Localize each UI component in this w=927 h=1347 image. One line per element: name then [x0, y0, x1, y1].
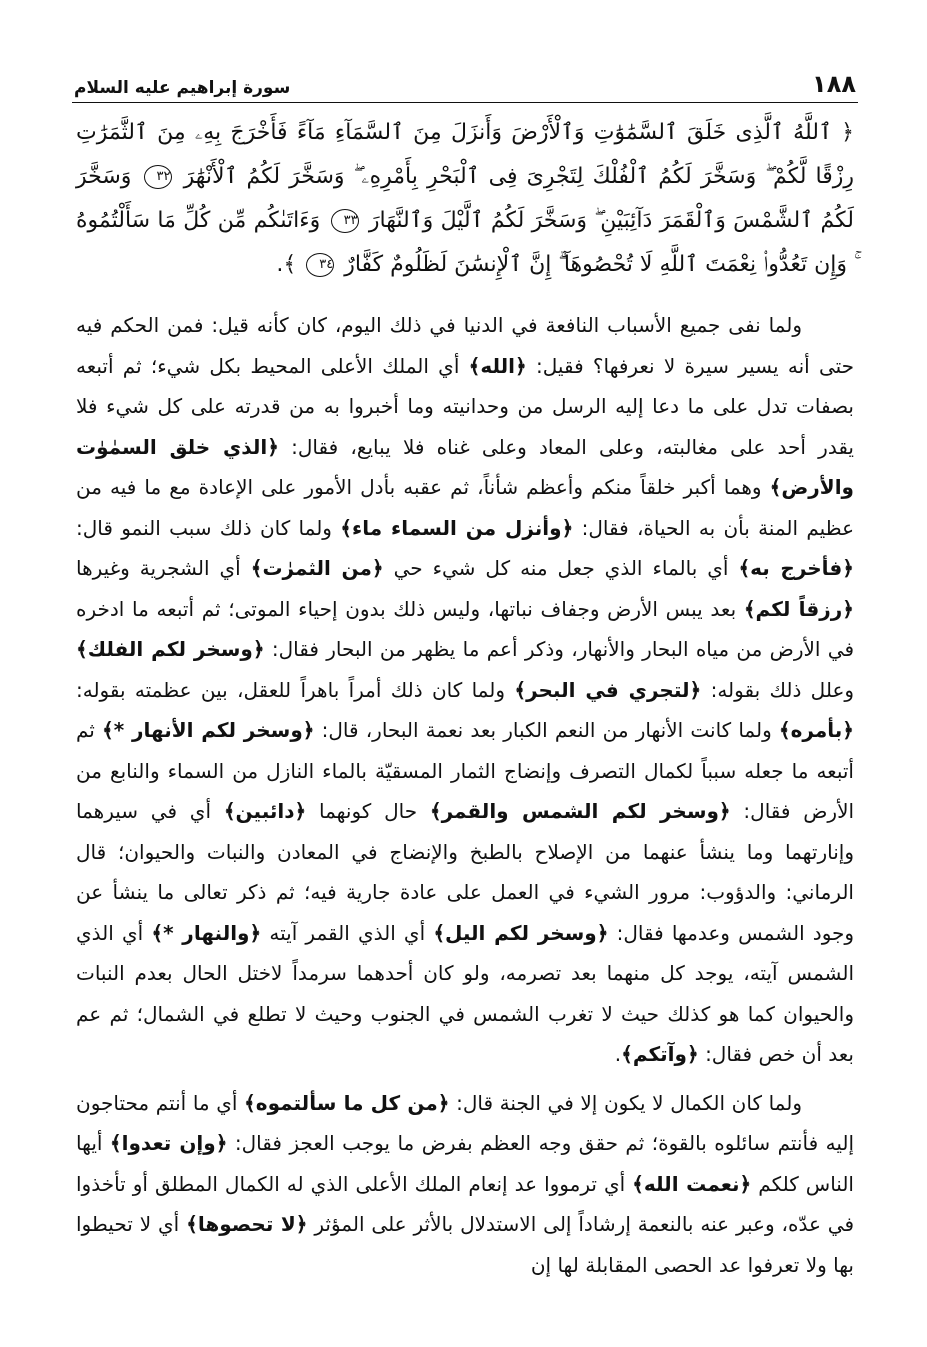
page-header	[72, 62, 858, 103]
ayah-number-33: ٣٣	[331, 209, 359, 233]
quoted-verse: ﴿الله﴾	[468, 353, 527, 378]
commentary-text: أي الذي القمر آيته	[269, 920, 426, 945]
commentary-text: ثم أتبعه ما جعله سبباً لكمال التصرف وإنضاج الثمار المسقيّة بالماء النازل من السماء والنابع من الأرض فقال:	[76, 718, 855, 823]
commentary-text: وهما أكبر خلقاً منكم وأعظم شأناً، ثم عقبه بأدل الأمور على الإعادة مع ما فيه من عظيم المنة بأن به الحياة، فقال:	[76, 475, 855, 540]
quoted-verse: ﴿من الثمرٰت﴾	[250, 556, 384, 580]
commentary-text: أي الذي الشمس آيته، يوجد كل منهما بعد تصرمه، ولو كان أحدهما سرمداً لاختل الحال بعدم النبات والحيوان كما هو كذلك حيث لا تغرب الشمس في الجنوب وحيث لا تطلع في الشمال؛ ثم عم بعد أن خص فقال:	[76, 920, 854, 1066]
surah-title: سورة إبراهيم عليه السلام	[74, 78, 291, 98]
quran-verses-block	[72, 111, 858, 287]
quoted-verse: ﴿بأمره﴾	[778, 718, 854, 742]
commentary-text: أي ترمووا عد إنعام الملك الأعلى الذي له الكمال المطلق أو تأخذوا في عدّه، وعبر عنه بالنعمة إرشاداً إلى الاستدلال بالأثر على المؤثر	[76, 1171, 854, 1236]
quoted-verse: ﴿لتجري في البحر﴾	[514, 677, 702, 702]
quoted-verse: ﴿وسخر لكم الأنهار *﴾	[102, 718, 315, 742]
commentary-text: أي بالماء الذي جعل منه كل شيء حي	[393, 556, 729, 580]
ayah-number-34: ٣٤	[306, 253, 334, 277]
commentary-text: .	[614, 1042, 622, 1066]
commentary-text: أي الشجرية وغيرها	[76, 556, 241, 580]
verse-closing: ﴾.	[276, 252, 297, 277]
book-page	[72, 62, 858, 1332]
quoted-verse: ﴿وإن تعدوا﴾	[109, 1131, 228, 1155]
commentary-text: أي ما أنتم محتاجون إليه فأنتم سائلوه بالقوة؛ ثم حقق وجه العظم بفرض ما يوجب العجز فقال:	[76, 1090, 855, 1155]
quoted-verse: ﴿والنهار *﴾	[151, 920, 262, 945]
quoted-verse: ﴿نعمت الله﴾	[632, 1171, 752, 1196]
commentary-text: بعد يبس الأرض وجفاف نباتها، وليس ذلك بدون إحياء الموتى؛ ثم أتبعه ما ادخره في الأرض من مياه البحار والأنهار، وذكر أعم ما يظهر من البحار فقال:	[76, 596, 854, 661]
quoted-verse: ﴿دائبين﴾	[223, 799, 307, 823]
commentary-paragraph-2	[72, 1083, 858, 1286]
quoted-verse: ﴿وسخر لكم الشمس والقمر﴾	[429, 799, 731, 823]
commentary-text: وعلل ذلك بقوله:	[710, 677, 855, 702]
commentary-text: أيها الناس كلكم	[76, 1131, 854, 1196]
commentary-text: أي الملك الأعلى المحيط بكل شيء؛ ثم أتبعه بصفات تدل على ما دعا إليه الرسل من وحدانيته وما أخبروا به من قدرته على كل شيء فلا يقدر أحد على مغالبته، وعلى المعاد وعلى غناه فلا يبايع، فقال:	[76, 353, 855, 459]
quoted-verse: ﴿الذي خلق السمٰوٰت والأرض﴾	[76, 434, 854, 499]
verse-text-33: وَسَخَّرَ لَكُمُ ٱلشَّمْسَ وَٱلْقَمَرَ دَآئِبَيْنِ ۖ وَسَخَّرَ لَكُمُ ٱلَّيْلَ وَٱلنَّهَارَ	[76, 164, 854, 233]
quoted-verse: ﴿وسخر لكم الفلك﴾	[76, 637, 265, 661]
commentary-text: ولما كان الكمال لا يكون إلا في الجنة قال:	[456, 1090, 802, 1115]
commentary-text: ولما كانت الأنهار من النعم الكبار بعد نعمة البحار، قال:	[321, 718, 772, 742]
commentary-text: أي في سيرهما وإنارتهما وما ينشأ عنهما من الإصلاح بالطبخ والإنضاج في المعادن والنبات والحيوان؛ قال الرماني: والدؤوب: مرور الشيء في العمل على عادة جارية فيه؛ ثم ذكر تعالى ما ينشأ عن وجود الشمس وعدمها فقال:	[76, 799, 855, 945]
quoted-verse: ﴿من كل ما سألتموه﴾	[244, 1090, 450, 1115]
quoted-verse: ﴿وأنزل من السماء ماء﴾	[340, 515, 574, 540]
quoted-verse: ﴿رزقاً لكم﴾	[743, 596, 855, 621]
commentary-text: أي لا تحيطوا بها ولا تعرفوا عد الحصى المقابلة لها إن	[76, 1212, 854, 1277]
commentary-text: حال كونهما	[319, 799, 418, 823]
quoted-verse: ﴿فأخرج به﴾	[738, 556, 854, 580]
commentary-text: ولما كان ذلك سبب النمو قال:	[76, 515, 332, 540]
commentary-text: ولما نفى جميع الأسباب النافعة في الدنيا في ذلك اليوم، كان كأنه قيل: فمن الحكم فيه حتى أنه يسير سيرة لا نعرفها؟ فقيل:	[76, 313, 855, 378]
quoted-verse: ﴿وآتكم﴾	[621, 1042, 699, 1066]
ayah-number-32: ٣٢	[144, 165, 172, 189]
commentary-text: ولما كان ذلك أمراً باهراً للعقل، بين عظمته بقوله:	[76, 677, 506, 702]
verse-text-32: ﴿ ٱللَّهُ ٱلَّذِى خَلَقَ ٱلسَّمَٰوَٰتِ وَٱلْأَرْضَ وَأَنزَلَ مِنَ ٱلسَّمَآءِ مَآءً فَأَخْرَجَ بِهِۦ مِنَ ٱلثَّمَرَٰتِ رِزْقًا لَّكُمْ ۖ وَسَخَّرَ لَكُمُ ٱلْفُلْكَ لِتَجْرِىَ فِى ٱلْبَحْرِ بِأَمْرِهِۦ ۖ وَسَخَّرَ لَكُمُ ٱلْأَنْهَٰرَ	[76, 120, 854, 189]
verse-text-34: وَءَاتَىٰكُم مِّن كُلِّ مَا سَأَلْتُمُوهُ ۚ وَإِن تَعُدُّوا۟ نِعْمَتَ ٱللَّهِ لَا تُحْصُوهَآ ۗ إِنَّ ٱلْإِنسَٰنَ لَظَلُومٌ كَفَّارٌ	[76, 208, 854, 277]
page-number: ١٨٨	[812, 70, 856, 98]
quoted-verse: ﴿وسخر لكم اليل﴾	[433, 920, 609, 945]
quoted-verse: ﴿لا تحصوها﴾	[186, 1212, 308, 1236]
commentary-paragraph-1	[72, 305, 858, 1075]
